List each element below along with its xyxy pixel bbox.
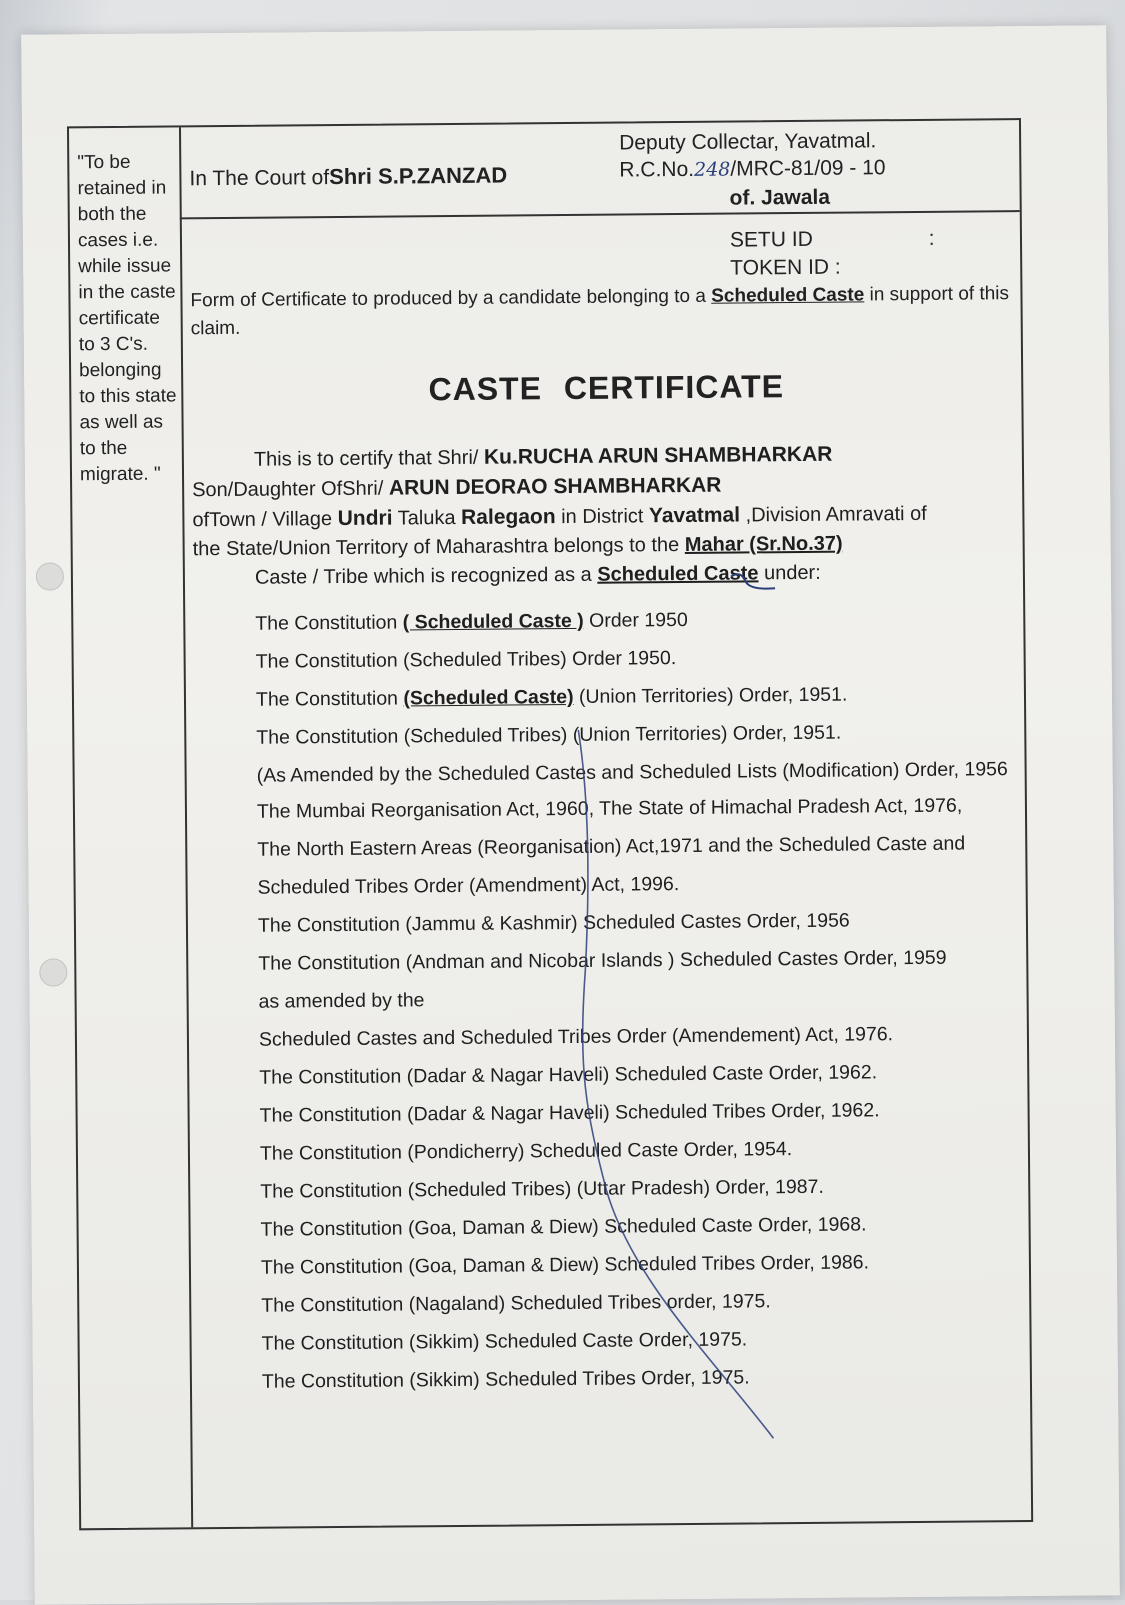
order-underlined: ( Scheduled Caste ) (402, 609, 584, 634)
header-right-block (589, 126, 1009, 185)
order-text: (Union Territories) Order, 1951. (573, 683, 848, 708)
form-intro-text: Form of Certificate to produced by a candidate belonging to a (190, 285, 712, 312)
court-line (189, 163, 507, 192)
certificate-paper (21, 25, 1120, 1604)
taluka-prefix: Taluka (392, 506, 462, 530)
form-intro-underlined: Scheduled Caste (711, 284, 865, 307)
order-item: The Constitution (Scheduled Tribes) (Union Territories) Order, 1951. (256, 721, 842, 749)
order-item: The North Eastern Areas (Reorganisation) Act,1971 and the Scheduled Caste and (257, 832, 966, 861)
setu-id-line (730, 225, 935, 255)
order-item: Scheduled Tribes Order (Amendment) Act, 1996. (257, 873, 680, 899)
designation: Deputy Collectar, Yavatmal. (619, 129, 877, 155)
state-text: the State/Union Territory of Maharashtra belongs to the (192, 533, 685, 561)
father-name: ARUN DEORAO SHAMBHARKAR (388, 473, 722, 500)
of-place: of. Jawala (729, 185, 831, 210)
page-title: CASTE CERTIFICATE (428, 368, 785, 408)
rc-number-line (589, 153, 1009, 185)
orders-list (255, 598, 1032, 1401)
order-item: The Constitution (Andman and Nicobar Islands ) Scheduled Castes Order, 1959 (258, 946, 947, 975)
id-block (729, 185, 935, 283)
order-item: The Constitution (Goa, Daman & Diew) Scheduled Tribes Order, 1986. (260, 1251, 870, 1279)
punch-hole-top (36, 562, 64, 590)
order-item: The Constitution (Dadar & Nagar Haveli) Scheduled Tribes Order, 1962. (259, 1099, 880, 1127)
retention-note: "To be retained in both the cases i.e. while issue in the caste certificate to 3 C's. belonging to this state as well as to the migrate. " (77, 151, 177, 486)
order-item: The Constitution (Pondicherry) Scheduled Caste Order, 1954. (259, 1138, 793, 1165)
order-item: Scheduled Castes and Scheduled Tribes Order (Amendement) Act, 1976. (258, 1023, 894, 1051)
rc-handwritten-number: 248 (693, 158, 731, 181)
recognized-caste: Scheduled Caste (597, 562, 759, 586)
setu-label: SETU ID (729, 227, 813, 252)
court-officer: Shri S.P.ZANZAD (329, 162, 508, 190)
header-divider (180, 210, 1020, 219)
district-prefix: in District (555, 505, 650, 529)
order-item: as amended by the (258, 989, 425, 1013)
order-item: The Constitution (Scheduled Tribes) (Uttar Pradesh) Order, 1987. (260, 1175, 824, 1203)
order-item: The Constitution (Jammu & Kashmir) Scheduled Castes Order, 1956 (257, 909, 850, 937)
certify-prefix: This is to certify that Shri/ (253, 446, 485, 471)
order-item: The Constitution (Scheduled Tribes) Order 1950. (255, 647, 677, 673)
certificate-frame (67, 118, 1033, 1530)
order-item: The Constitution (Sikkim) Scheduled Tribes Order, 1975. (261, 1366, 750, 1393)
rc-number: /MRC-81/09 - 10 (730, 156, 886, 181)
recognized-prefix: Caste / Tribe which is recognized as a (254, 563, 598, 589)
candidate-name: Ku.RUCHA ARUN SHAMBHARKAR (483, 442, 833, 469)
recognized-suffix: under: (758, 561, 821, 585)
court-prefix: In The Court of (189, 166, 330, 191)
rc-label: R.C.No. (619, 157, 695, 182)
order-item: The Constitution (Nagaland) Scheduled Tribes order, 1975. (261, 1290, 771, 1317)
taluka: Ralegaon (460, 505, 556, 529)
certify-paragraph (192, 438, 1018, 593)
order-item: The Constitution (Sikkim) Scheduled Caste Order, 1975. (261, 1328, 748, 1355)
division-text: ,Division Amravati of (739, 502, 927, 527)
order-text: The Constitution (255, 611, 403, 635)
token-id-label: TOKEN ID : (730, 255, 841, 280)
father-prefix: Son/Daughter OfShri/ (192, 477, 390, 502)
caste: Mahar (Sr.No.37) (684, 532, 843, 556)
district: Yavatmal (648, 503, 741, 528)
town-prefix: ofTown / Village (192, 508, 338, 532)
form-intro-suffix: in support of this claim. (190, 283, 1010, 340)
form-intro (190, 280, 1010, 343)
certify-line-5 (193, 557, 1018, 593)
order-item: The Constitution (Dadar & Nagar Haveli) Scheduled Caste Order, 1962. (259, 1061, 878, 1089)
village: Undri (337, 506, 393, 531)
order-item: The Mumbai Reorganisation Act, 1960, The State of Himachal Pradesh Act, 1976, (256, 794, 963, 823)
punch-hole-bottom (39, 958, 67, 986)
order-underlined: (Scheduled Caste) (403, 685, 574, 710)
left-margin-column (69, 127, 193, 1528)
order-text: The Constitution (255, 687, 404, 711)
order-item: (As Amended by the Scheduled Castes and Scheduled Lists (Modification) Order, 1956 (256, 758, 1008, 787)
order-item: The Constitution (Goa, Daman & Diew) Scheduled Caste Order, 1968. (260, 1213, 867, 1241)
setu-colon: : (928, 226, 935, 250)
order-text: Order 1950 (583, 608, 688, 632)
